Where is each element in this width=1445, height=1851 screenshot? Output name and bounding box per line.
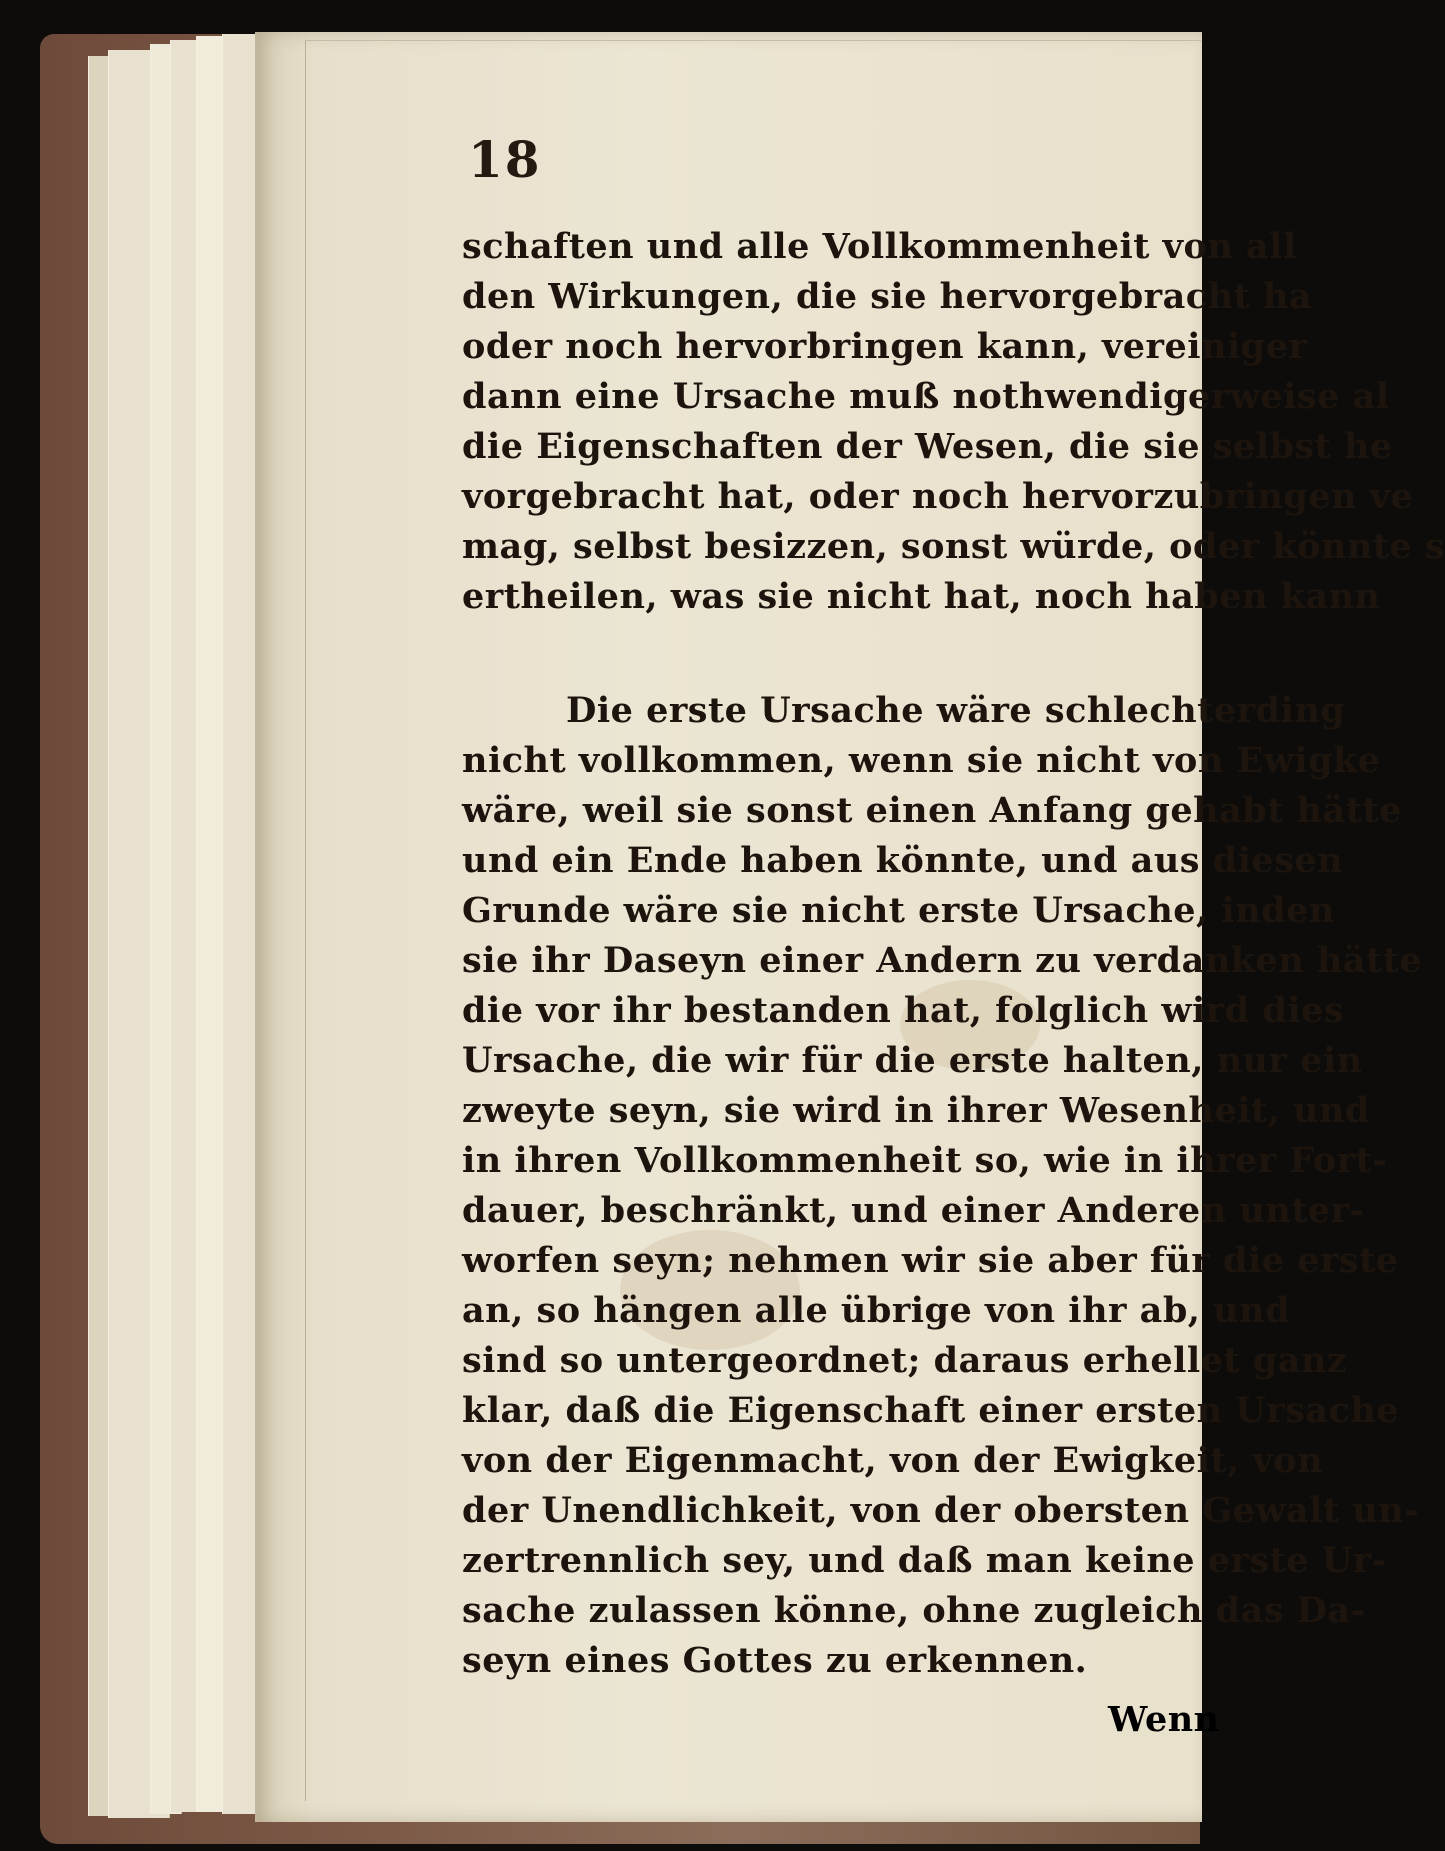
text-line: seyn eines Gottes zu erkennen.: [462, 1640, 1088, 1681]
text-line: zertrennlich sey, und daß man keine erste Ur-: [462, 1540, 1387, 1581]
text-line: und ein Ende haben könnte, und aus diesen: [462, 840, 1344, 881]
text-line: worfen seyn; nehmen wir sie aber für die erste: [462, 1240, 1399, 1281]
text-line: der Unendlichkeit, von der obersten Gewalt un-: [462, 1490, 1420, 1531]
text-line: die vor ihr bestanden hat, folglich wird dies: [462, 990, 1345, 1031]
text-line: die Eigenschaften der Wesen, die sie selbst he: [462, 426, 1393, 467]
text-line: mag, selbst besizzen, sonst würde, oder könnte s: [462, 526, 1445, 567]
text-line: wäre, weil sie sonst einen Anfang gehabt hätte: [462, 790, 1402, 831]
body-text: [462, 222, 1445, 1802]
text-line: nicht vollkommen, wenn sie nicht von Ewigke: [462, 740, 1381, 781]
text-line: dauer, beschränkt, und einer Anderen unter-: [462, 1190, 1365, 1231]
text-line: sache zulassen könne, ohne zugleich das Da-: [462, 1590, 1366, 1631]
text-line: zweyte seyn, sie wird in ihrer Wesenheit, und: [462, 1090, 1370, 1131]
text-line: Grunde wäre sie nicht erste Ursache, inden: [462, 890, 1335, 931]
catchword: Wenn: [1108, 1699, 1220, 1740]
text-line: oder noch hervorbringen kann, vereiniger: [462, 326, 1308, 367]
text-line: Ursache, die wir für die erste halten, nur ein: [462, 1040, 1363, 1081]
text-line: schaften und alle Vollkommenheit von all: [462, 226, 1297, 267]
text-line: klar, daß die Eigenschaft einer ersten Ursache: [462, 1390, 1400, 1431]
text-line: sind so untergeordnet; daraus erhellet ganz: [462, 1340, 1348, 1381]
text-line: vorgebracht hat, oder noch hervorzubringen ve: [462, 476, 1414, 517]
text-line: dann eine Ursache muß nothwendigerweise al: [462, 376, 1390, 417]
text-line: an, so hängen alle übrige von ihr ab, und: [462, 1290, 1291, 1331]
text-line: den Wirkungen, die sie hervorgebracht ha: [462, 276, 1313, 317]
page-number: 18: [468, 130, 542, 189]
text-line: ertheilen, was sie nicht hat, noch haben kann: [462, 576, 1381, 617]
text-line: in ihren Vollkommenheit so, wie in ihrer Fort-: [462, 1140, 1388, 1181]
text-line: sie ihr Daseyn einer Andern zu verdanken hätte: [462, 940, 1423, 981]
text-line: Die erste Ursache wäre schlechterding: [566, 690, 1346, 731]
text-line: von der Eigenmacht, von der Ewigkeit, von: [462, 1440, 1324, 1481]
